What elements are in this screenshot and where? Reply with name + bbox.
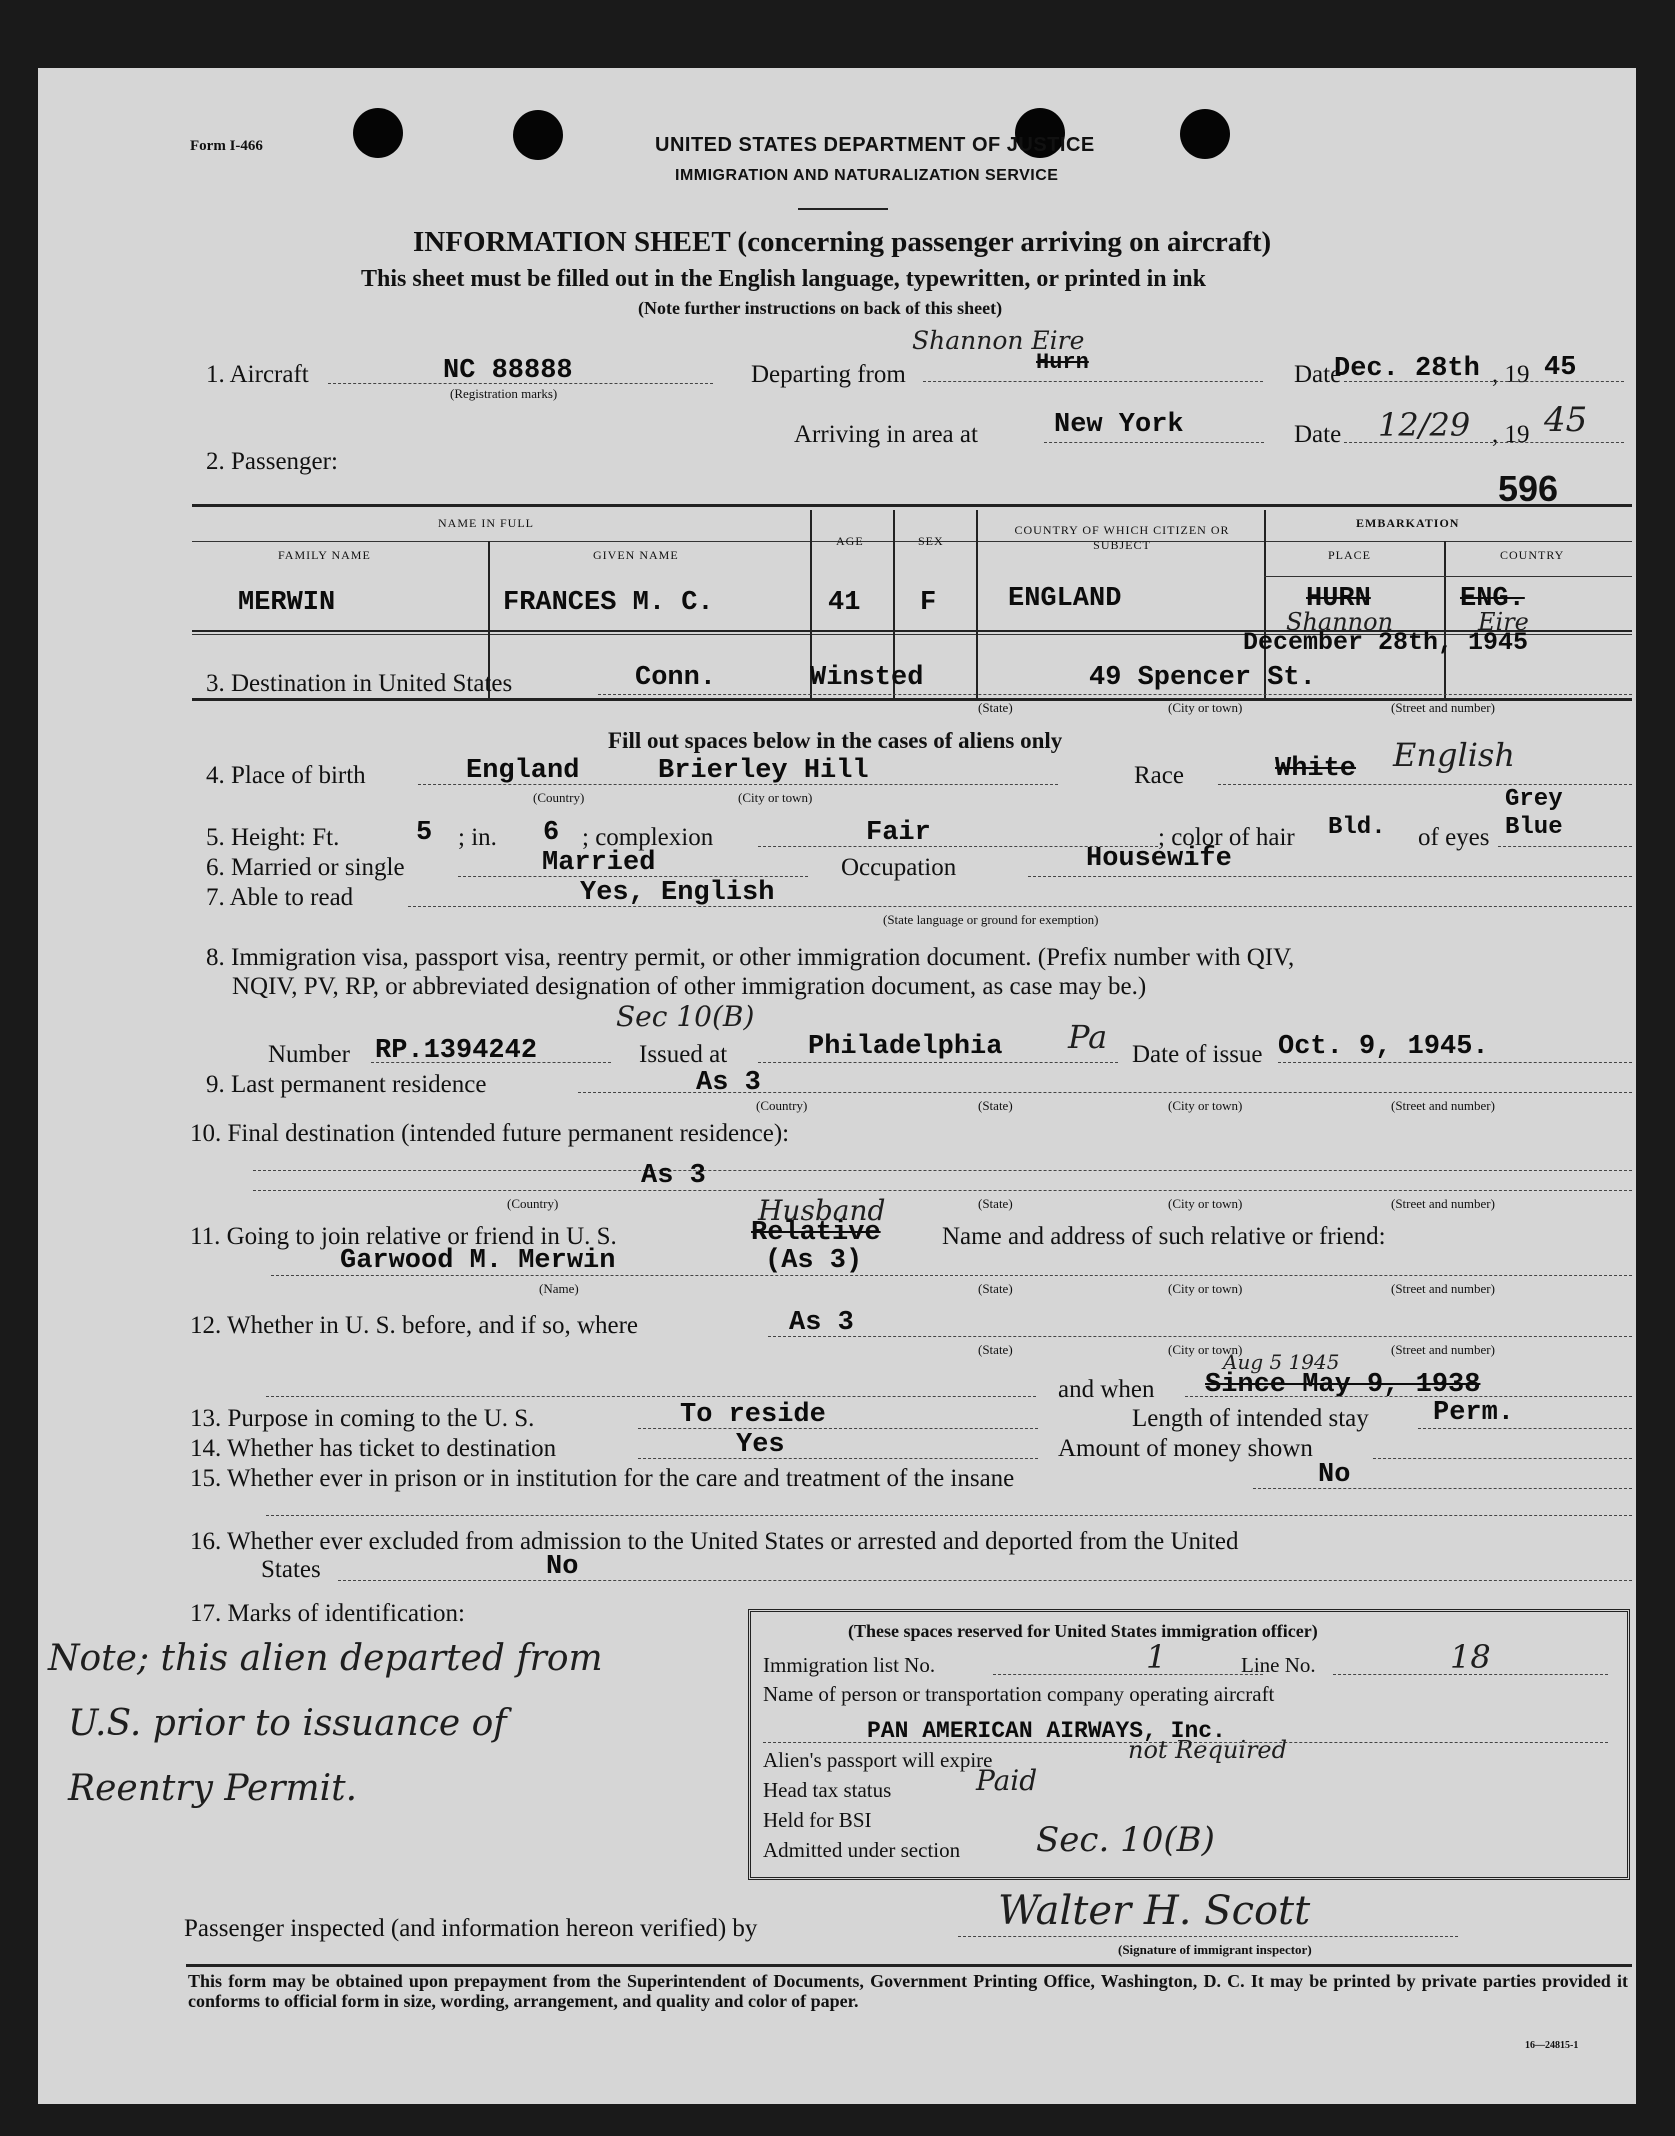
field-line — [1253, 1488, 1632, 1489]
field-line — [958, 1936, 1458, 1937]
field-line — [1344, 381, 1624, 382]
caption-street: (Street and number) — [1391, 700, 1495, 715]
read-caption: (State language or ground for exemption) — [883, 912, 1099, 927]
hair-value: Bld. — [1328, 814, 1386, 841]
marks-note-2: U.S. prior to issuance of — [68, 1703, 507, 1744]
when-value: Since May 9, 1938 — [1205, 1370, 1481, 1400]
caption-city: (City or town) — [1168, 1281, 1243, 1296]
issued-label: Issued at — [639, 1041, 728, 1068]
field-line — [1044, 442, 1264, 443]
service: IMMIGRATION AND NATURALIZATION SERVICE — [675, 167, 1059, 184]
destination-city: Winsted — [810, 663, 924, 693]
birth-city: Brierley Hill — [658, 756, 869, 786]
purpose-label: 13. Purpose in coming to the U. S. — [190, 1405, 535, 1432]
field-line — [253, 1170, 1632, 1171]
admitted-label: Admitted under section — [763, 1838, 961, 1862]
prison-value: No — [1318, 1460, 1351, 1490]
issue-date-label: Date of issue — [1132, 1041, 1263, 1068]
inspector-signature: Walter H. Scott — [998, 1888, 1311, 1934]
race-handwritten: English — [1393, 736, 1515, 774]
before-label: 12. Whether in U. S. before, and if so, where — [190, 1312, 639, 1339]
race-label: Race — [1134, 762, 1184, 789]
read-label: 7. Able to read — [206, 884, 354, 911]
table-border — [192, 504, 1632, 507]
issued-value: Philadelphia — [808, 1032, 1003, 1062]
doc-number-label: Number — [268, 1041, 350, 1068]
field-line — [598, 694, 1632, 695]
relative-name-label: Name and address of such relative or friend: — [942, 1223, 1386, 1250]
field-line — [768, 1336, 1632, 1337]
caption-country: (Country) — [533, 790, 585, 805]
cell-citizen: ENGLAND — [1008, 584, 1122, 614]
hair-value-2: Grey — [1505, 786, 1563, 813]
passenger-number: 596 — [1498, 468, 1559, 509]
expire-label: Alien's passport will expire — [763, 1748, 993, 1772]
header-citizen-country: COUNTRY OF WHICH CITIZEN OR SUBJECT — [1014, 523, 1230, 552]
destination-state: Conn. — [635, 663, 717, 693]
complexion-value: Fair — [866, 818, 931, 848]
arrival-date-label: Date — [1294, 421, 1342, 448]
destination-street: 49 Spencer St. — [1089, 663, 1316, 693]
final-dest-label: 10. Final destination (intended future permanent residence): — [190, 1120, 790, 1147]
marital-value: Married — [542, 848, 656, 878]
line-no-label: Line No. — [1241, 1653, 1316, 1677]
marks-label: 17. Marks of identification: — [190, 1600, 465, 1627]
field-line — [1028, 876, 1632, 877]
birthplace-label: 4. Place of birth — [206, 762, 366, 789]
height-in-label: ; in. — [458, 824, 497, 851]
field-line — [1278, 1062, 1632, 1063]
arrival-year-value: 45 — [1544, 400, 1588, 440]
relative-address: (As 3) — [765, 1246, 863, 1276]
caption-state: (State) — [978, 1196, 1013, 1211]
form-number: Form I-466 — [190, 138, 263, 154]
header-country: COUNTRY — [1500, 548, 1565, 562]
year-value: 45 — [1544, 353, 1577, 383]
header-family-name: FAMILY NAME — [278, 548, 371, 562]
caption-city: (City or town) — [1168, 1342, 1243, 1357]
field-line — [266, 1515, 1632, 1516]
bsi-label: Held for BSI — [763, 1808, 872, 1832]
company-label: Name of person or transportation company operating aircraft — [763, 1682, 1275, 1706]
list-no-value: 1 — [1146, 1638, 1167, 1676]
caption-city: (City or town) — [1168, 1098, 1243, 1113]
relative-value: Relative — [751, 1218, 881, 1248]
caption-state: (State) — [978, 700, 1013, 715]
destination-label: 3. Destination in United States — [206, 670, 513, 697]
table-border — [1264, 576, 1632, 577]
field-line — [271, 1275, 1632, 1276]
field-line — [1218, 784, 1632, 785]
field-line — [458, 876, 808, 877]
cell-family-name: MERWIN — [238, 588, 336, 618]
when-label: and when — [1058, 1376, 1155, 1403]
birth-country: England — [466, 756, 580, 786]
field-line — [371, 1062, 611, 1063]
field-line — [1333, 1674, 1608, 1675]
caption-country: (Country) — [507, 1196, 559, 1211]
field-line — [1373, 1458, 1632, 1459]
note: (Note further instructions on back of this sheet) — [638, 298, 1003, 318]
money-label: Amount of money shown — [1058, 1435, 1313, 1462]
join-label: 11. Going to join relative or friend in U. S. — [190, 1223, 617, 1250]
cell-age: 41 — [828, 588, 861, 618]
caption-city: (City or town) — [1168, 1196, 1243, 1211]
relative-handwritten: Husband — [758, 1194, 886, 1227]
marital-label: 6. Married or single — [206, 854, 405, 881]
caption-street: (Street and number) — [1391, 1342, 1495, 1357]
departing-handwritten: Shannon Eire — [912, 326, 1085, 355]
ticket-value: Yes — [736, 1430, 785, 1460]
before-value: As 3 — [789, 1308, 854, 1338]
eyes-label: of eyes — [1418, 824, 1490, 851]
header-embarkation: EMBARKATION — [1356, 516, 1460, 530]
issue-date-value: Oct. 9, 1945. — [1278, 1032, 1489, 1062]
doc-number-value: RP.1394242 — [375, 1036, 538, 1066]
field-line — [253, 1190, 1632, 1191]
tax-value: Paid — [976, 1764, 1038, 1797]
agency: UNITED STATES DEPARTMENT OF JUSTICE — [655, 134, 1095, 156]
subtitle: This sheet must be filled out in the English language, typewritten, or printed in ink — [361, 266, 1206, 292]
aircraft-value: NC 88888 — [443, 356, 573, 386]
caption-name: (Name) — [539, 1281, 579, 1296]
caption-state: (State) — [978, 1281, 1013, 1296]
stay-label: Length of intended stay — [1132, 1405, 1369, 1432]
cell-place: HURN — [1306, 584, 1371, 614]
height-ft: 5 — [416, 818, 433, 848]
list-no-label: Immigration list No. — [763, 1653, 936, 1677]
caption-city: (City or town) — [738, 790, 813, 805]
expire-value: not Required — [1128, 1736, 1287, 1764]
field-line — [1185, 1396, 1632, 1397]
punch-hole — [353, 108, 403, 158]
field-line — [338, 1580, 1632, 1581]
admitted-value: Sec. 10(B) — [1036, 1820, 1215, 1860]
passenger-label: 2. Passenger: — [206, 448, 338, 475]
divider — [798, 208, 888, 210]
footer-divider — [186, 1964, 1632, 1967]
excluded-value: No — [546, 1552, 579, 1582]
document-label-2: NQIV, PV, RP, or abbreviated designation of other immigration document, as case may be.) — [232, 973, 1147, 1000]
caption-city: (City or town) — [1168, 700, 1243, 715]
aliens-only-note: Fill out spaces below in the cases of aliens only — [608, 728, 1063, 753]
field-line — [758, 1062, 1118, 1063]
eyes-value: Blue — [1505, 814, 1563, 841]
tax-label: Head tax status — [763, 1778, 892, 1802]
header-place: PLACE — [1328, 548, 1372, 562]
aircraft-label: 1. Aircraft — [206, 361, 309, 388]
header-age: AGE — [836, 534, 864, 548]
document-label: 8. Immigration visa, passport visa, reentry permit, or other immigration document. (Prefix number with QIV, — [206, 944, 1295, 971]
caption-country: (Country) — [756, 1098, 808, 1113]
company-value: PAN AMERICAN AIRWAYS, Inc. — [867, 1718, 1226, 1744]
caption-state: (State) — [978, 1342, 1013, 1357]
field-line — [923, 381, 1263, 382]
occupation-value: Housewife — [1086, 844, 1232, 874]
field-line — [1498, 846, 1632, 847]
cell-country: ENG. — [1460, 584, 1525, 614]
height-label: 5. Height: Ft. — [206, 824, 340, 851]
cell-sex: F — [920, 588, 937, 618]
final-dest-value: As 3 — [641, 1161, 706, 1191]
arrival-date-value: 12/29 — [1378, 406, 1471, 444]
residence-value: As 3 — [696, 1068, 761, 1098]
field-line — [1344, 442, 1624, 443]
cell-given-name: FRANCES M. C. — [503, 588, 714, 618]
excluded-label-2: States — [261, 1556, 321, 1583]
footer-text: This form may be obtained upon prepayment from the Superintendent of Documents, Government Printing Office, Washington, D. C. It may be printed by private parties provided it conforms to official form in size, wording, arrangement, and quality and color of paper. — [188, 1971, 1628, 2011]
marks-note-3: Reentry Permit. — [68, 1768, 358, 1809]
form-sheet — [38, 68, 1636, 2104]
caption-street: (Street and number) — [1391, 1098, 1495, 1113]
header-name-in-full: NAME IN FULL — [438, 516, 534, 530]
field-line — [328, 383, 713, 384]
departing-label: Departing from — [751, 361, 906, 388]
document-handwritten: Sec 10(B) — [616, 1000, 755, 1033]
relative-name: Garwood M. Merwin — [340, 1246, 616, 1276]
issued-handwritten: Pa — [1068, 1018, 1108, 1056]
reg-caption: (Registration marks) — [450, 386, 558, 401]
line-no-value: 18 — [1450, 1638, 1491, 1676]
punch-hole — [1180, 109, 1230, 159]
table-divider — [1444, 541, 1446, 698]
departing-value: Hurn — [1036, 350, 1089, 375]
excluded-label: 16. Whether ever excluded from admission to the United States or arrested and deported from the United — [190, 1528, 1239, 1555]
prison-label: 15. Whether ever in prison or in institution for the care and treatment of the insane — [190, 1465, 1015, 1492]
signature-caption: (Signature of immigrant inspector) — [1118, 1942, 1312, 1957]
arriving-value: New York — [1054, 410, 1184, 440]
punch-hole — [513, 110, 563, 160]
height-in: 6 — [543, 818, 560, 848]
read-value: Yes, English — [580, 878, 775, 908]
arriving-label: Arriving in area at — [794, 421, 978, 448]
occupation-label: Occupation — [841, 854, 957, 881]
officer-header: (These spaces reserved for United States immigration officer) — [848, 1621, 1318, 1641]
field-line — [1418, 1428, 1632, 1429]
purpose-value: To reside — [680, 1400, 826, 1430]
inspected-label: Passenger inspected (and information hereon verified) by — [184, 1915, 758, 1942]
field-line — [418, 784, 1058, 785]
residence-label: 9. Last permanent residence — [206, 1071, 487, 1098]
field-line — [578, 1092, 1632, 1093]
complexion-label: ; complexion — [582, 824, 714, 851]
field-line — [638, 1428, 1038, 1429]
marks-note: Note; this alien departed from — [48, 1638, 603, 1679]
embark-date: December 28th, 1945 — [1243, 628, 1529, 657]
field-line — [408, 906, 1632, 907]
footer-code: 16—24815-1 — [1525, 2040, 1579, 2051]
table-border — [192, 541, 1632, 542]
field-line — [638, 1458, 1038, 1459]
stay-value: Perm. — [1433, 1398, 1515, 1428]
caption-street: (Street and number) — [1391, 1281, 1495, 1296]
race-value: White — [1275, 754, 1357, 784]
table-divider — [976, 510, 978, 698]
year-prefix: , 19 — [1492, 361, 1530, 388]
cell-country-handwritten: Eire — [1478, 608, 1529, 636]
cell-place-handwritten: Shannon — [1286, 608, 1394, 636]
date-label: Date — [1294, 361, 1342, 388]
when-handwritten: Aug 5 1945 — [1223, 1350, 1340, 1374]
year-prefix: , 19 — [1492, 421, 1530, 448]
ticket-label: 14. Whether has ticket to destination — [190, 1435, 557, 1462]
hair-label: ; color of hair — [1158, 824, 1295, 851]
field-line — [266, 1396, 1036, 1397]
field-line — [993, 1674, 1263, 1675]
caption-street: (Street and number) — [1391, 1196, 1495, 1211]
caption-state: (State) — [978, 1098, 1013, 1113]
header-given-name: GIVEN NAME — [593, 548, 679, 562]
date-value: Dec. 28th — [1334, 354, 1480, 384]
header-sex: SEX — [918, 534, 944, 548]
page-title: INFORMATION SHEET (concerning passenger arriving on aircraft) — [413, 226, 1272, 258]
